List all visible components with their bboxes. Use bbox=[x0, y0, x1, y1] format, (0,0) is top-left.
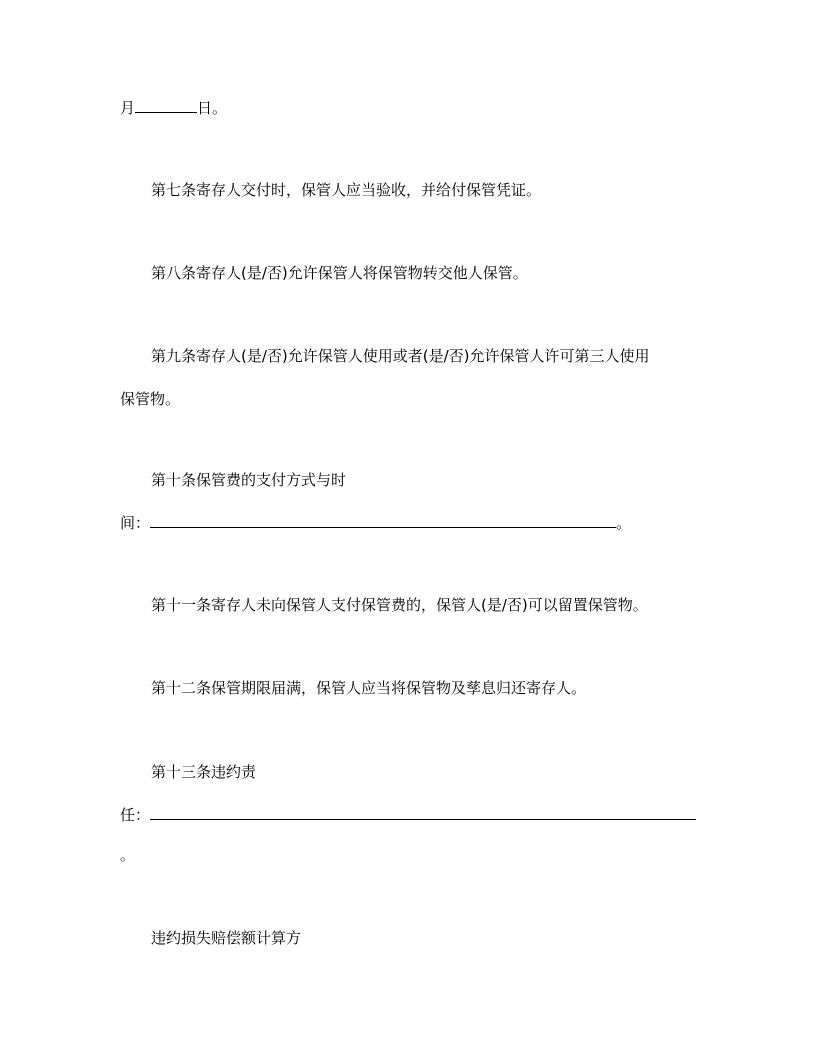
article-10-line-1: 第十条保管费的支付方式与时 bbox=[151, 471, 347, 489]
day-label: 日。 bbox=[197, 99, 228, 117]
article-7: 第七条寄存人交付时，保管人应当验收，并给付保管凭证。 bbox=[151, 181, 542, 199]
liability-blank bbox=[150, 805, 696, 820]
article-10-line-2 bbox=[120, 513, 631, 531]
date-line bbox=[120, 98, 227, 116]
damages-line: 违约损失赔偿额计算方 bbox=[151, 929, 302, 947]
article-13-line-2 bbox=[120, 805, 696, 823]
article-11: 第十一条寄存人未向保管人支付保管费的，保管人(是/否)可以留置保管物。 bbox=[151, 596, 648, 614]
article-9-line-1: 第九条寄存人(是/否)允许保管人使用或者(是/否)允许保管人许可第三人使用 bbox=[151, 347, 650, 365]
month-label: 月 bbox=[120, 99, 136, 117]
article-13-line-3: 。 bbox=[120, 846, 136, 864]
article-9-line-2: 保管物。 bbox=[120, 390, 181, 408]
day-blank bbox=[135, 98, 197, 113]
article-12: 第十二条保管期限届满，保管人应当将保管物及孳息归还寄存人。 bbox=[151, 679, 587, 697]
article-10-suffix: 。 bbox=[616, 514, 632, 532]
article-13-prefix: 任： bbox=[120, 806, 151, 824]
article-10-prefix: 间： bbox=[120, 514, 151, 532]
article-8: 第八条寄存人(是/否)允许保管人将保管物转交他人保管。 bbox=[151, 264, 528, 282]
payment-method-blank bbox=[150, 513, 616, 528]
article-13-line-1: 第十三条违约责 bbox=[151, 763, 257, 781]
